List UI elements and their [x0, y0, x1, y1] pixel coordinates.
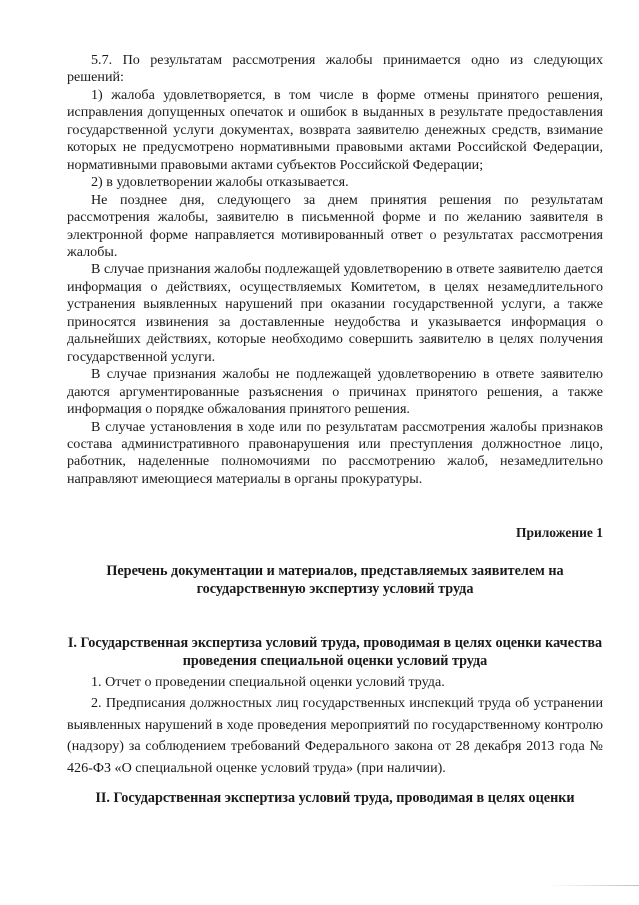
paragraph-item-1: 1) жалоба удовлетворяется, в том числе в форме отмены принятого решения, исправления допущенных опечаток и ошибок в выданных в результате предоставления государственной услуги документах, возврата заявителю денежных средств, взимание которых не предусмотрено нормативными правовыми актами Российской Федерации, нормативными правовыми актами субъектов Российской Федерации;: [67, 86, 603, 173]
spacer: [67, 488, 603, 524]
scan-edge-mark: [548, 885, 639, 886]
document-page: [67, 52, 603, 809]
appendix-title: Перечень документации и материалов, представляемых заявителем на государственную экспертизу условий труда: [106, 562, 564, 597]
paragraph-5-7: 5.7. По результатам рассмотрения жалобы принимается одно из следующих решений:: [67, 52, 603, 86]
section-1-item-2: 2. Предписания должностных лиц государственных инспекций труда об устранении выявленных нарушений в ходе проведения мероприятий по государственному контролю (надзору) за соблюдением требований Федерального закона от 28 декабря 2013 года № 426-ФЗ «О специальной оценке условий труда» (при наличии).: [67, 695, 603, 776]
section-2-title: II. Государственная экспертиза условий труда, проводимая в целях оценки: [95, 790, 575, 807]
paragraph-item-2: 2) в удовлетворении жалобы отказывается.: [91, 174, 349, 191]
paragraph-response-deadline: Не позднее дня, следующего за днем принятия решения по результатам рассмотрения жалобы, заявителю в письменной форме и по желанию заявителя в электронной форме направляется мотивированный ответ о результатах рассмотрения жалобы.: [67, 191, 603, 260]
paragraph-complaint-satisfied: В случае признания жалобы подлежащей удовлетворению в ответе заявителю дается информация о действиях, осуществляемых Комитетом, в целях незамедлительного устранения выявленных нарушений при оказании государственной услуги, а также приносятся извинения за доставленные неудобства и указывается информация о дальнейших действиях, которые необходимо совершить заявителю в целях получения государственной услуги.: [67, 261, 603, 365]
paragraph-complaint-rejected: В случае признания жалобы не подлежащей удовлетворению в ответе заявителю даются аргументированные разъяснения о причинах принятого решения, а также информация о порядке обжалования принятого решения.: [67, 366, 603, 418]
appendix-label: Приложение 1: [515, 525, 603, 541]
paragraph-violation-found: В случае установления в ходе или по результатам рассмотрения жалобы признаков состава административного правонарушения или преступления должностное лицо, работник, наделенные полномочиями по рассмотрению жалоб, незамедлительно направляют имеющиеся материалы в органы прокуратуры.: [67, 418, 603, 487]
section-1-title: I. Государственная экспертиза условий труда, проводимая в целях оценки качества проведения специальной оценки условий труда: [67, 634, 603, 669]
section-1-item-1: 1. Отчет о проведении специальной оценки условий труда.: [91, 673, 445, 690]
